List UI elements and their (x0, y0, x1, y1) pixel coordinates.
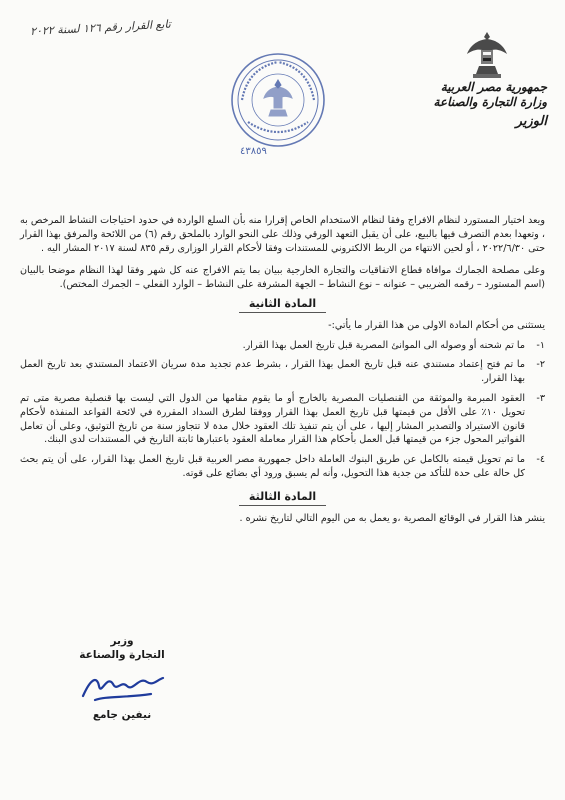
letterhead (427, 30, 547, 129)
list-item: ٣- العقود المبرمة والموثقة من القنصليات المصرية بالخارج أو ما يقوم مقامها من الدول التي ليست بها قنصلية مصرية متى تم تحويل ١٠٪ على الأقل من قيمتها قبل تاريخ العمل بهذا القرار ووفقا لطرق السداد المقررة في لائحة القواعد المنفذة لأحكام قانون الاستيراد والتصدير المشار إليها ، على أن يتم تنفيذ تلك العقود خلال مدة لا تتجاوز سنة من تاريخ التوثيق، وعلى أن تعامل الفواتير المحول جزء من قيمتها قبل العمل بأحكام هذا القرار معاملة العقود باعتبارها ثابتة التاريخ في المستندات لدى البنك. (20, 392, 545, 446)
eagle-emblem-icon (465, 30, 509, 80)
list-item: ٤- ما تم تحويل قيمته بالكامل عن طريق البنوك العاملة داخل جمهورية مصر العربية قبل تاريخ العمل بهذا القرار، على أن يتم بحث كل حالة على حدة للتأكد من جدية هذا التحويل، وأنه لم يسبق ورود أي بضائع على قوته. (20, 454, 545, 479)
list-item: ٢- ما تم فتح إعتماد مستندي عنه قبل تاريخ العمل بهذا القرار ، بشرط عدم تجديد مدة سريان الاعتماد المستندي بعد تاريخ العمل بهذا القرار. (20, 359, 545, 385)
seal-number: ٤٣٨٥٩ (240, 146, 267, 157)
exceptions-list (20, 339, 545, 481)
signature-title-line1: وزير (110, 635, 134, 647)
intro-paragraph-1: ويعد اختيار المستورد لنظام الافراج وفقا لنظام الاستخدام الخاص إقرارا منه بأن السلع الواردة في حدود احتياجات النشاط المرخص به ، وتعهدا بعدم التصرف فيها بالبيع، على أن يقبل التعهد الورقي وذلك على النحو الوارد بالملحق رقم (٦) من اللائحة والمرفق بهذا القرار حتى ٢٠٢٢/٦/٣٠ ، أو لحين الانتهاء من الربط الالكتروني للمستندات وفقا لأحكام القرار الوزارى رقم ٨٣٥ لسنة ٢٠١٧ المشار اليه . (20, 215, 546, 254)
minister-title: الوزير (515, 114, 547, 129)
article-2-heading: المادة الثانية (20, 296, 545, 313)
handwritten-signature-icon (77, 666, 167, 706)
article-3-heading: المادة الثالثة (20, 489, 545, 506)
ministry-seal-icon (228, 50, 328, 150)
handwritten-note: تابع القرار رقم ١٢٦ لسنة ٢٠٢٢ (29, 17, 172, 38)
ministry-name: وزارة التجارة والصناعة (433, 95, 547, 109)
minister-name: نيفين جامع (92, 709, 152, 721)
signature-block (72, 634, 172, 722)
signature-title-line2: التجارة والصناعة (79, 649, 165, 661)
decree-body (20, 214, 545, 525)
article-3-text: ينشر هذا القرار في الوقائع المصرية ،و يعمل به من اليوم التالي لتاريخ نشره . (239, 512, 545, 524)
article-2-lead: يستثنى من أحكام المادة الاولى من هذا القرار ما يأتي:- (328, 319, 545, 331)
list-item: ١- ما تم شحنه أو وصوله الى الموانئ المصرية قبل تاريخ العمل بهذا القرار. (242, 339, 545, 351)
republic-name: جمهورية مصر العربية (440, 80, 547, 94)
intro-paragraph-2: وعلى مصلحة الجمارك موافاة قطاع الاتفاقيات والتجارة الخارجية ببيان بما يتم الافراج عنه كل شهر وفقا لهذا النظام موضحا بالبيان (اسم المستورد – رقمه الضريبي – عنوانه – نوع النشاط – الجهة المشرفة على النشاط – الوارد الفعلي – الجمرك المختص). (20, 265, 545, 291)
